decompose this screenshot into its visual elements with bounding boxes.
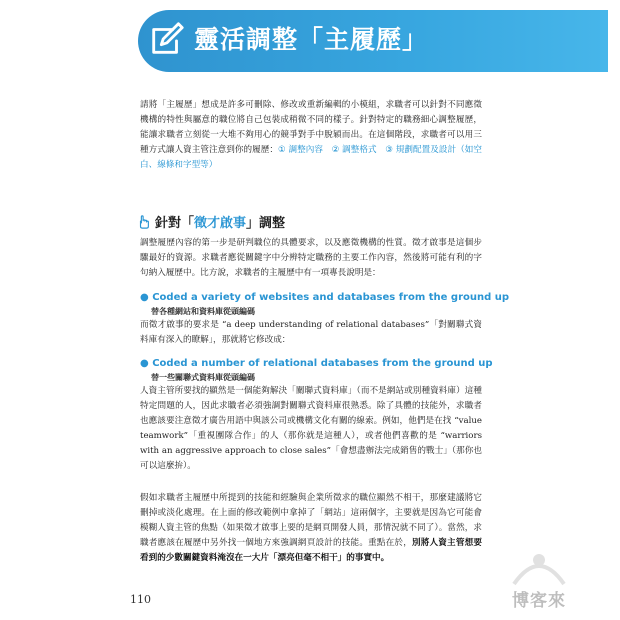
example-2-english-text: Coded a number of relational databases from the ground up (152, 358, 493, 369)
paragraph-4-text: 假如求職者主履歷中所提到的技能和經驗與企業所徵求的職位顯然不相干，那麼建議將它刪掉或淡化處理。在上面的修改範例中拿掉了「網站」這兩個字，主要就是因為它可能會模糊人資主管的焦點（如果徵才啟事上要的是網頁開發人員，那情況就不同了）。當然，求職者應該在履歷中另外找一個地方來強調網頁設計的技能。重點在於， (140, 493, 482, 548)
example-1-chinese: 替各種網站和資料庫從頭編碼 (151, 307, 255, 316)
page-title: 靈活調整「主履歷」 (194, 25, 429, 54)
example-1-english: ● Coded a variety of websites and databases from the ground up (140, 292, 510, 303)
example-2 (140, 358, 493, 383)
paragraph-1: 調整履歷內容的第一步是研判職位的具體要求，以及應徵機構的性質。徵才啟事是這個步驟最好的資源。求職者應從關鍵字中分辨特定職務的主要工作內容，然後將可能有利的字句納入履歷中。比方說，求職者的主履歷中有一項專長說明是： (140, 238, 482, 278)
section-heading (137, 212, 285, 231)
paragraph-4 (140, 491, 482, 566)
page-number: 110 (130, 593, 151, 606)
intro-text: 請將「主履歷」想成是許多可刪除、修改或重新編輯的小模組，求職者可以針對不同應徵機構的特性與屬意的職位將自己包裝成稍微不同的樣子。針對特定的職務細心調整履歷，能讓求職者立刻從一大堆不夠用心的競爭對手中脫穎而出。在這個階段，求職者可以用三種方式讓人資主管注意到你的履歷： (140, 100, 482, 155)
intro-methods: ① 調整內容 ② 調整格式 ③ 規劃配置及設計（如空白、線條和字型等） (140, 145, 482, 170)
section-highlight: 徵才啟事 (194, 216, 247, 231)
example-2-chinese: 替一些關聯式資料庫從頭編碼 (151, 373, 255, 382)
example-1-english-text: Coded a variety of websites and databases from the ground up (152, 292, 510, 303)
intro-paragraph (140, 98, 482, 173)
example-1 (140, 292, 510, 317)
watermark-brand: 博客來 (512, 591, 566, 611)
edit-pencil-icon (148, 20, 186, 58)
section-suffix: 」調整 (246, 216, 286, 231)
paragraph-4-emphasis: 別將人資主管想要看到的少數關鍵資料淹沒在一大片「漂亮但毫不相干」的事實中。 (140, 538, 482, 563)
section-prefix: 針對「 (155, 216, 195, 231)
hand-point-icon (137, 215, 151, 229)
paragraph-3: 人資主管所要找的顯然是一個能夠解決「關聯式資料庫」（而不是網站或別種資料庫）這種特定問題的人，因此求職者必須強調對關聯式資料庫很熟悉。除了具體的技能外，求職者也應該要注意徵才廣告用語中與該公司或機構文化有關的線索。例如，他們是在找 “value teamwork”「重視團隊合作」的人（那你就是這種人），或者他們喜歡的是 “warriors with an aggressive approach to close sales”「會想盡辦法完成銷售的戰士」（那你也可以這麼拚）。 (140, 386, 482, 471)
paragraph-2: 而徵才啟事的要求是 “a deep understanding of relational databases”「對關聯式資料庫有深入的瞭解」，那就將它修改成： (140, 320, 482, 345)
example-2-english: ● Coded a number of relational databases from the ground up (140, 358, 493, 369)
